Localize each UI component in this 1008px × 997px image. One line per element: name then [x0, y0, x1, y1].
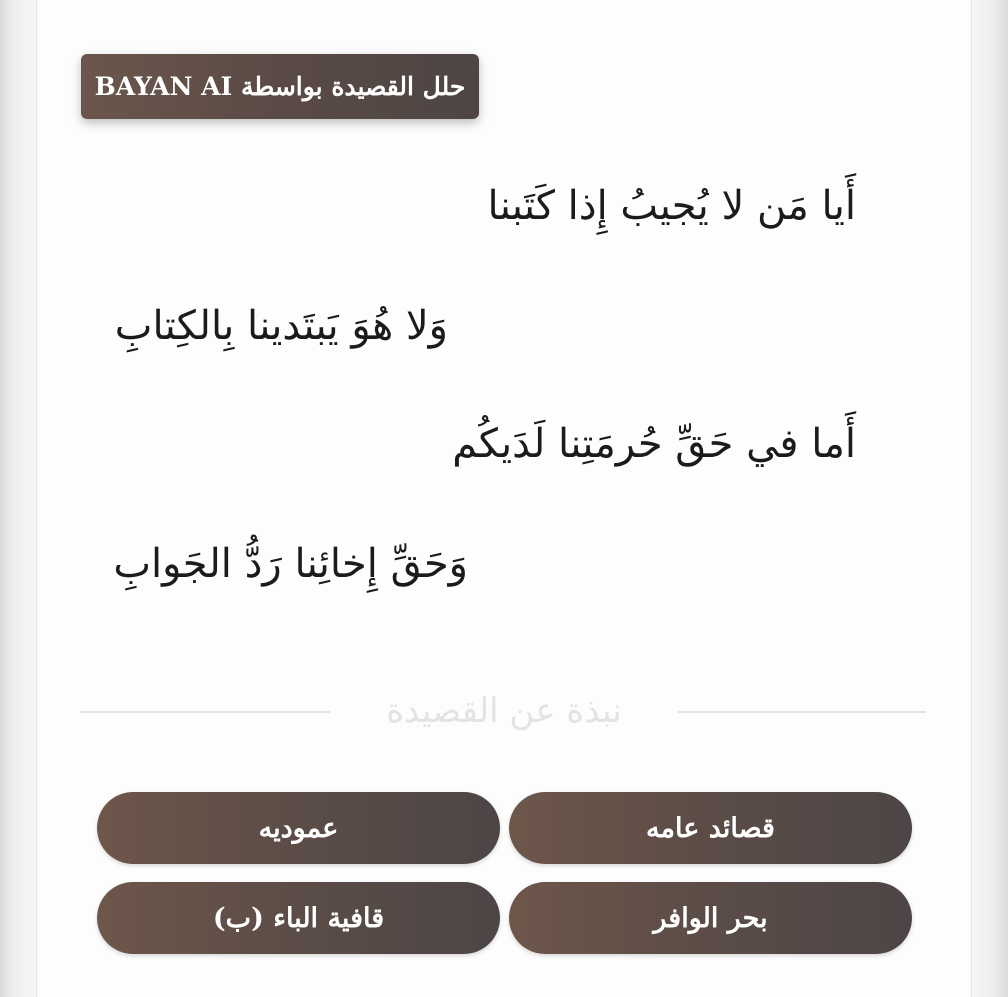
tag-rhyme-baa[interactable] [97, 882, 500, 954]
poem-verse: أَيا مَن لا يُجيبُ إِذا كَتَبنا [487, 183, 856, 229]
analyze-poem-button-label: حلل القصيدة بواسطة BAYAN AI [94, 72, 466, 101]
tag-label: عموديه [258, 812, 339, 844]
divider-left [80, 711, 330, 713]
poem-verse: أَما في حَقِّ حُرمَتِنا لَدَيكُم [452, 421, 856, 467]
tag-meter-wafir[interactable] [509, 882, 912, 954]
tag-vertical-form[interactable] [97, 792, 500, 864]
divider-right [678, 711, 926, 713]
analyze-poem-button[interactable] [81, 54, 479, 119]
tag-general-poems[interactable] [509, 792, 912, 864]
poem-verse: وَلا هُوَ يَبتَدينا بِالكِتابِ [114, 303, 448, 349]
tag-label: قافية الباء (ب) [212, 902, 385, 934]
tag-label: بحر الوافر [653, 902, 768, 934]
poem-verse: وَحَقِّ إِخائِنا رَدُّ الجَوابِ [113, 541, 468, 587]
tag-label: قصائد عامه [646, 812, 775, 844]
about-poem-heading: نبذة عن القصيدة [386, 691, 622, 731]
